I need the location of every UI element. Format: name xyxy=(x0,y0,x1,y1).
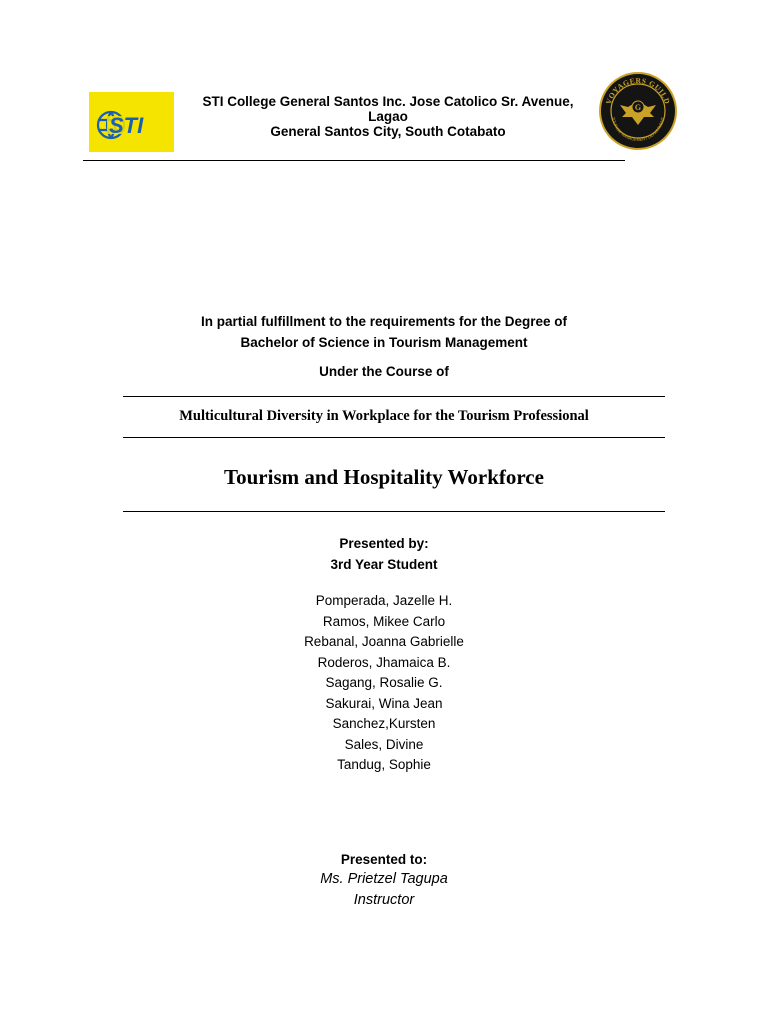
sti-logo-text: STI xyxy=(109,113,144,138)
presented-to-label: Presented to: xyxy=(340,852,428,867)
school-address-line2: General Santos City, South Cotabato xyxy=(270,124,506,139)
presented-by-label: Presented by: xyxy=(339,536,429,551)
course-rule-top xyxy=(123,396,665,397)
presenters-block xyxy=(0,533,768,575)
seal-text-top: VOYAGERS GUILD xyxy=(603,75,673,106)
student-name: Sanchez,Kursten xyxy=(332,716,436,731)
student-name: Sakurai, Wina Jean xyxy=(325,695,443,711)
fulfillment-statement xyxy=(0,311,768,353)
voyagers-guild-seal xyxy=(598,71,678,151)
student-name: Tandug, Sophie xyxy=(337,757,431,772)
seal-emblem-letter: G xyxy=(634,103,642,112)
student-list xyxy=(0,591,768,776)
student-name: Roderos, Jhamaica B. xyxy=(317,654,451,670)
seal-text-bottom: TOURISM MANAGEMENT DEPARTMENT xyxy=(611,116,665,143)
student-name: Pomperada, Jazelle H. xyxy=(315,593,453,608)
instructor-name: Ms. Prietzel Tagupa xyxy=(320,871,448,887)
fulfillment-line2: Bachelor of Science in Tourism Management xyxy=(240,335,528,350)
student-group: 3rd Year Student xyxy=(330,557,438,572)
instructor-role: Instructor xyxy=(353,892,415,908)
course-rule-bottom xyxy=(123,437,665,438)
student-name: Rebanal, Joanna Gabrielle xyxy=(304,634,464,649)
header-divider xyxy=(83,160,625,161)
course-name: Multicultural Diversity in Workplace for the Tourism Professional xyxy=(179,408,589,424)
title-rule xyxy=(123,511,665,512)
document-title: Tourism and Hospitality Workforce xyxy=(224,465,544,489)
course-intro: Under the Course of xyxy=(319,364,449,379)
fulfillment-line1: In partial fulfillment to the requirements for the Degree of xyxy=(200,314,568,329)
student-name: Ramos, Mikee Carlo xyxy=(322,613,446,629)
sti-logo xyxy=(89,92,174,152)
school-address-line1: STI College General Santos Inc. Jose Catolico Sr. Avenue, Lagao xyxy=(202,94,574,124)
student-name: Sagang, Rosalie G. xyxy=(325,675,443,690)
student-name: Sales, Divine xyxy=(344,736,424,752)
